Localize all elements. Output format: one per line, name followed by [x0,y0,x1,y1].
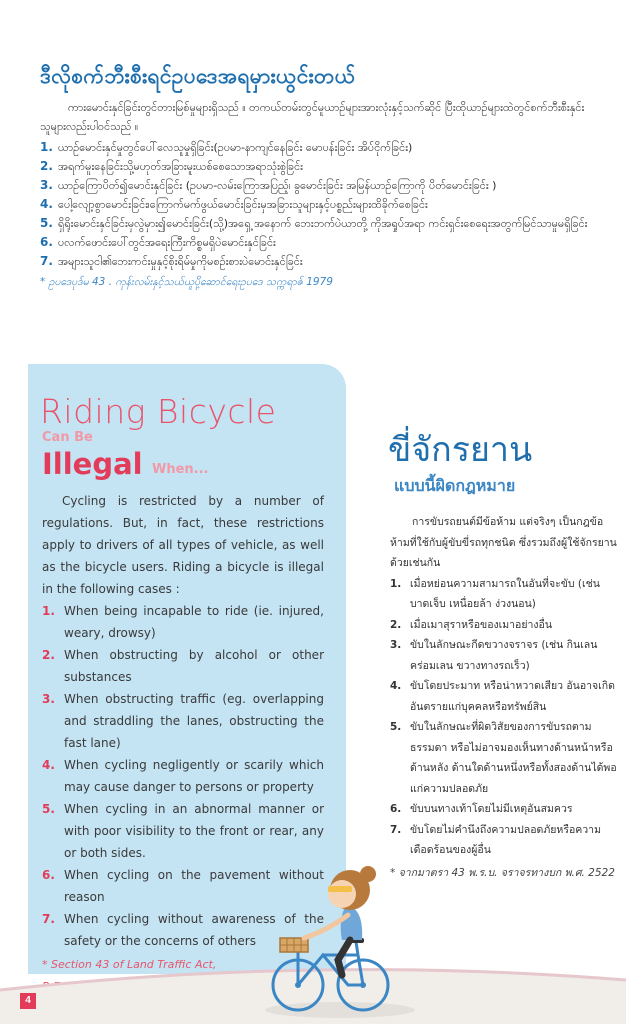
item-number: 2. [390,618,402,631]
item-text: ขับโดยประมาท หรือน่าหวาดเสียว อันอาจเกิดอันตรายแก่บุคคลหรือทรัพย์สิน [410,680,615,713]
item-text: When cycling without awareness of the safety or the concerns of others [64,912,324,948]
list-item [390,799,622,820]
list-item [40,252,610,271]
item-number: 1. [40,140,53,154]
thai-list [390,574,622,861]
english-can-be: Can Be [42,430,93,445]
thai-title: ขี่จักรยาน [388,430,533,470]
thai-intro: การขับรถยนต์มีข้อห้าม แต่จริงๆ เป็นกฎข้อห้ามที่ใช้กับผู้ขับขี่รถทุกชนิด ซึ่งรวมถึงผู้ใช้จักรยานด้วยเช่นกัน [390,516,617,569]
item-number: 5. [390,721,402,733]
list-item [40,233,610,252]
thai-subtitle: แบบนี้ผิดกฎหมาย [394,476,516,495]
item-number: 4. [42,758,55,772]
cyclist-girl-illustration [268,860,418,1020]
thai-section [390,512,622,883]
item-number: 2. [42,648,55,662]
footnote-line-1: * Section 43 of Land Traffic Act, [42,958,217,971]
myanmar-title: ဒီလိုစက်ဘီးစီးရင်ဥပဒေအရမှားယွင်းတယ် [40,64,356,88]
item-number: 3. [40,178,53,192]
myanmar-intro: ကားမောင်းနှင်ခြင်းတွင်တားမြစ်မှုများရှိသည် ။ တကယ်တမ်းတွင်မူယာဉ်များအားလုံးနှင့်သက်ဆိုင် ပြီးထိုယာဉ်များထဲတွင်စက်ဘီးစီးနှင်းသူများလည်းပါဝင်သည် ။ [40,101,585,133]
list-item [390,615,622,636]
myanmar-list [40,138,610,271]
list-item [42,754,324,798]
myanmar-section [40,62,610,292]
list-item [40,195,610,214]
item-number: 7. [390,823,402,836]
item-number: 1. [42,604,55,618]
item-text: When cycling in an abnormal manner or with poor visibility to the front or rear, any or both sides. [64,802,324,860]
english-title: Riding Bicycle [40,392,277,431]
item-number: 4. [40,197,53,211]
item-number: 3. [42,692,55,706]
item-number: 3. [390,639,402,651]
english-illegal-heading: Illegal [42,447,143,481]
item-number: 5. [42,802,55,816]
item-text: ရှိရိုးမောင်းနှင်ခြင်းမှလွဲမှား၍မောင်းခြင်း(သို့)အရှေ့ အနောက် ဘေးဘက်ပဲယာတို့ ကိုအရှုပ်အရာ ကင်းရှင်းစေရေးအတွက်မြင်သာမှုမရှိခြင်း [58,217,588,230]
item-text: ယာဉ်ကြောပိတ်၍မောင်းနှင်ခြင်း (ဥပမာ-လမ်းကြောအပြည့်၊ ခွမောင်းခြင်း အမြန်ယာဉ်ကြောကို ပိတ်မောင်းခြင်း ) [58,179,497,192]
item-text: When being incapable to ride (ie. injured, weary, drowsy) [64,604,324,640]
item-text: ယာဉ်မောင်းနှင်မှုတွင်ပေါ်လေသူမှုရှိခြင်း(ဥပမာ-နာကျင်နေခြင်း မောပန်းခြင်း အိပ်ငိုက်ခြင်း) [58,141,413,154]
item-number: 7. [40,254,53,268]
myanmar-footnote: * ဥပဒေပုဒ်မ 43 . ကုန်းလမ်းနှင့်သယ်ယူပို့ဆောင်ရေးဥပဒေ သက္ကရာဇ် 1979 [40,276,333,288]
item-text: When cycling negligently or scarily which may cause danger to persons or property [64,758,324,794]
item-number: 1. [390,577,402,590]
item-number: 6. [390,803,402,815]
item-text: အရက်မူးနေခြင်းသို့မဟုတ်အခြားမူးယစ်စေသောအရာသုံးစွဲခြင်း [58,160,303,173]
item-number: 7. [42,912,55,926]
english-intro: Cycling is restricted by a number of regulations. But, in fact, these restrictions apply to drivers of all types of vehicle, as well as the bicycle users. Riding a bicycle is illegal in the following cases : [42,494,324,596]
thai-footnote: * จากมาตรา 43 พ.ร.บ. จราจรทางบก พ.ศ. 2522 [390,866,615,879]
item-number: 2. [40,159,53,173]
list-item [40,176,610,195]
list-item [42,688,324,754]
item-text: ပေါ့လျော့စွာမောင်းခြင်း၊ကြောက်မက်ဖွယ်မောင်းခြင်းမှအခြားသူများနှင့်ပစ္စည်းများထိခိုက်စေခြင်း [58,198,428,211]
item-number: 5. [40,216,53,230]
page-number: 4 [20,993,36,1009]
english-when: When... [152,462,209,477]
item-text: ขับในลักษณะกีดขวางจราจร (เช่น กินเลน คร่อมเลน ขวางทางรถเร็ว) [410,639,598,672]
list-item [40,138,610,157]
list-item [42,644,324,688]
item-text: ขับบนทางเท้าโดยไม่มีเหตุอันสมควร [410,803,573,815]
item-text: အများသူငါ၏ဘေးကင်းမှုနှင့်စိုးရိမ်မှုကိုမစဉ်းစားပဲမောင်းနှင်ခြင်း [58,255,303,268]
list-item [390,635,622,676]
item-text: When obstructing traffic (eg. overlapping and straddling the lanes, obstructing the fast lane) [64,692,324,750]
item-text: ပလက်ဖောင်းပေါ်တွင်အရေးကြီးကိစ္စမရှိပဲမောင်းနှင်ခြင်း [58,236,276,249]
item-number: 6. [40,235,53,249]
item-text: When cycling on the pavement without reason [64,868,324,904]
list-item [40,214,610,233]
item-text: เมื่อหย่อนความสามารถในอันที่จะขับ (เช่น บาดเจ็บ เหนื่อยล้า ง่วงนอน) [410,577,600,610]
item-text: When obstructing by alcohol or other substances [64,648,324,684]
list-item [40,157,610,176]
list-item [390,676,622,717]
list-item [42,798,324,864]
list-item [42,600,324,644]
list-item [390,717,622,799]
list-item [390,820,622,861]
item-text: เมื่อเมาสุราหรือของเมาอย่างอื่น [410,618,553,631]
item-number: 4. [390,680,402,692]
list-item [390,574,622,615]
item-text: ขับโดยไม่คำนึงถึงความปลอดภัยหรือความเดือดร้อนของผู้อื่น [410,823,602,856]
item-text: ขับในลักษณะที่ผิดวิสัยของการขับรถตามธรรมดา หรือไม่อาจมองเห็นทางด้านหน้าหรือด้านหลัง ด้านใดด้านหนึ่งหรือทั้งสองด้านได้พอแก่ความปลอดภัย [410,721,617,795]
item-number: 6. [42,868,55,882]
